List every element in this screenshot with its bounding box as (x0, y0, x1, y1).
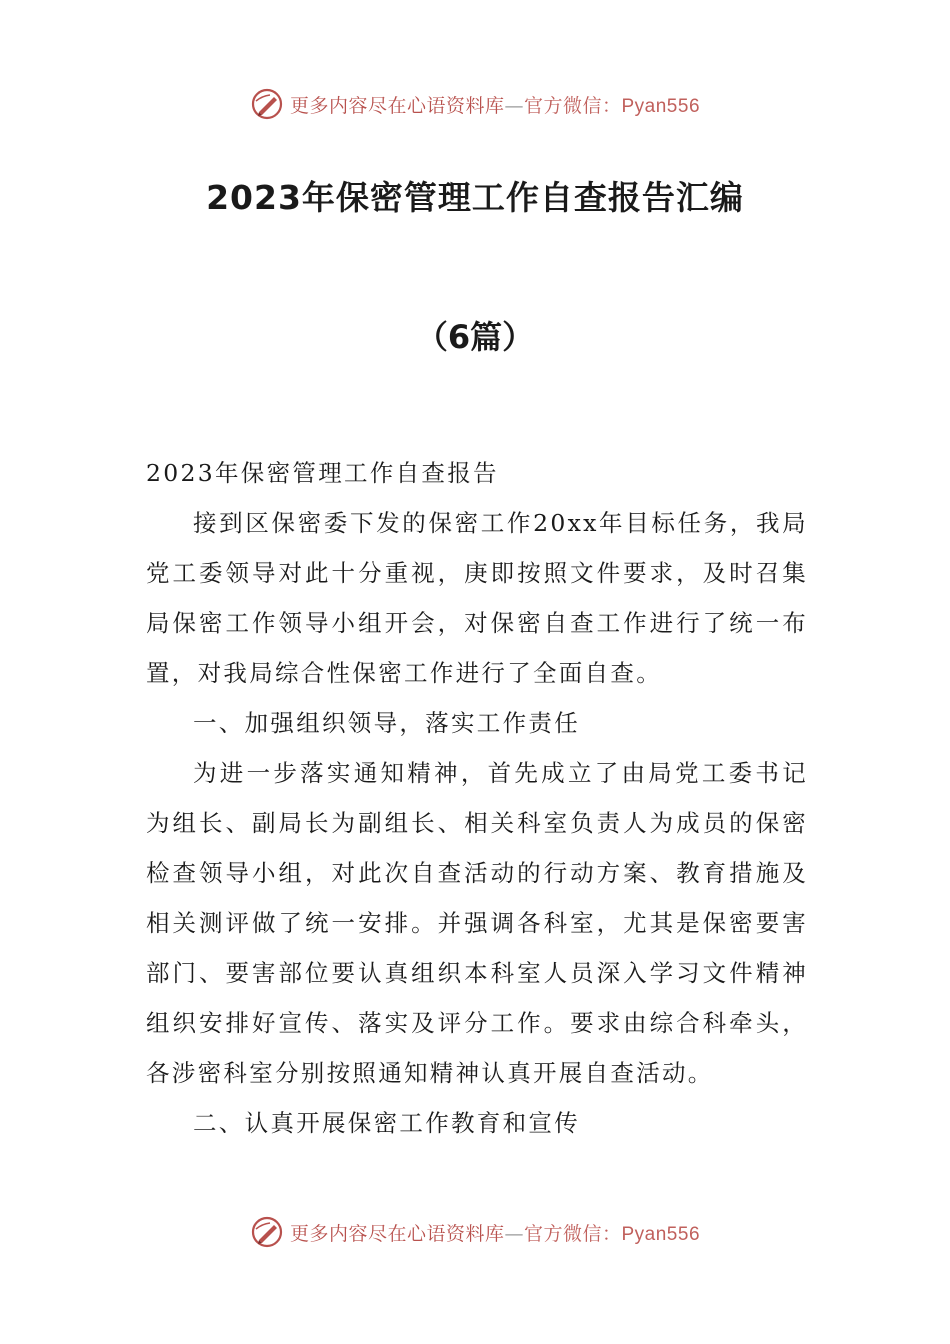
banner-wechat: 官方微信：Pyan556 (524, 95, 701, 117)
section-title: 2023年保密管理工作自查报告 (146, 459, 499, 487)
header-banner (0, 84, 950, 124)
banner-text (290, 91, 700, 118)
pen-logo-icon (250, 87, 284, 121)
banner-separator: — (504, 1222, 524, 1245)
document-body (146, 448, 808, 1148)
banner-slogan: 更多内容尽在心语资料库 (289, 94, 505, 117)
paragraph: 为进一步落实通知精神，首先成立了由局党工委书记为组长、副局长为副组长、相关科室负责人为成员的保密检查领导小组，对此次自查活动的行动方案、教育措施及相关测评做了统一安排。并强调各科室，尤其是保密要害部门、要害部位要认真组织本科室人员深入学习文件精神组织安排好宣传、落实及评分工作。要求由综合科牵头，各涉密科室分别按照通知精神认真开展自查活动。 (146, 759, 808, 1087)
footer-banner (0, 1212, 950, 1252)
document-subtitle: （6篇） (415, 318, 535, 356)
heading-1: 一、加强组织领导，落实工作责任 (193, 709, 580, 737)
pen-logo-icon (250, 1215, 284, 1249)
banner-separator: — (504, 94, 524, 117)
heading-2: 二、认真开展保密工作教育和宣传 (193, 1109, 580, 1137)
banner-wechat: 官方微信：Pyan556 (524, 1223, 701, 1245)
document-title: 2023年保密管理工作自查报告汇编 (206, 178, 744, 217)
paragraph: 接到区保密委下发的保密工作20xx年目标任务，我局党工委领导对此十分重视，庚即按照文件要求，及时召集局保密工作领导小组开会，对保密自查工作进行了统一布置，对我局综合性保密工作进行了全面自查。 (146, 509, 808, 687)
banner-text (290, 1219, 700, 1246)
banner-slogan: 更多内容尽在心语资料库 (289, 1222, 505, 1245)
